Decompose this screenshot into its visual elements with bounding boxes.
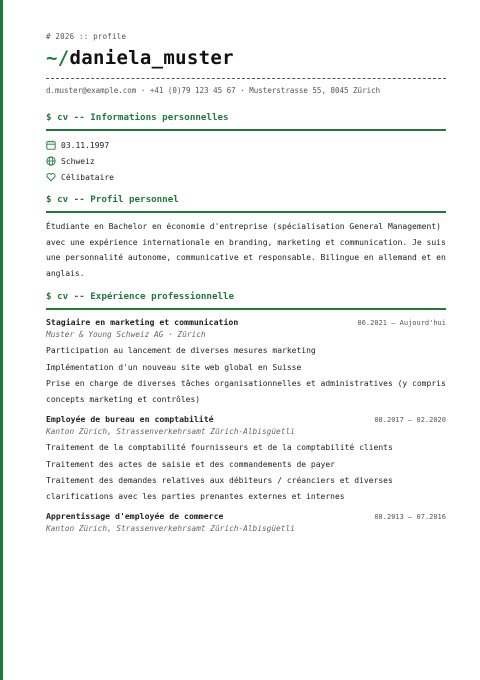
job-date: 06.2021 — Aujourd'hui [357,319,446,327]
job-entry [46,511,446,533]
job-date: 08.2017 — 02.2020 [374,416,446,424]
birthdate-value: 03.11.1997 [61,140,110,150]
job-bullet: Participation au lancement de diverses mesures marketing [46,346,316,355]
job-header [46,414,446,424]
job-bullet: Traitement de la comptabilité fournisseurs et de la comptabilité clients [46,443,393,452]
job-bullets [46,343,446,407]
page-title [46,47,446,69]
job-bullet: Traitement des demandes relatives aux débiteurs / créanciers et diverses clarifications avec les parties prenantes externes et internes [46,476,393,501]
name-text: daniela_muster [69,47,234,69]
status-value: Célibataire [61,172,114,182]
job-title: Apprentissage d'employée de commerce [46,511,224,521]
name-prefix: ~/ [46,47,70,69]
job-entry [46,317,446,407]
job-bullets [46,440,446,504]
profile-text: Étudiante en Bachelor en économie d'entreprise (spécialisation General Management) avec une expérience internationale en branding, marketing et communication. Je suis une personnalité autonome, communicative et responsable. Bilingue en allemand et en anglais. [46,222,446,278]
globe-icon [46,156,56,166]
heart-icon [46,172,56,182]
job-org: Muster & Young Schweiz AG · Zürich [46,330,206,339]
job-bullet: Prise en charge de diverses tâches organisationnelles et administratives (y compris concepts marketing et contrôles) [46,379,446,404]
info-row-birthdate [46,137,446,153]
job-date: 08.2013 — 07.2016 [374,513,446,521]
job-header [46,511,446,521]
job-title: Stagiaire en marketing et communication [46,317,239,327]
personal-info [46,137,446,185]
job-header [46,317,446,327]
job-org: Kanton Zürich, Strassenverkehrsamt Zürich-Albisgüetli [46,427,295,436]
country-value: Schweiz [61,156,95,166]
job-org: Kanton Zürich, Strassenverkehrsamt Zürich-Albisgüetli [46,524,295,533]
job-title: Employée de bureau en comptabilité [46,414,214,424]
info-row-country [46,153,446,169]
section-title-profile: $ cv -- Profil personnel [46,194,446,213]
section-title-experience: $ cv -- Expérience professionnelle [46,291,446,310]
contact-line: d.muster@example.com · +41 (0)79 123 45 67 · Musterstrasse 55, 8045 Zürich [46,86,381,95]
job-bullet: Traitement des actes de saisie et des commandements de payer [46,459,335,469]
job-bullet: Implémentation d'un nouveau site web global en Suisse [46,362,302,372]
dashed-divider [46,78,446,79]
job-entry [46,414,446,504]
calendar-icon [46,140,56,150]
header-comment: # 2026 :: profile [46,32,127,41]
info-row-status [46,169,446,185]
section-title-info: $ cv -- Informations personnelles [46,112,446,131]
